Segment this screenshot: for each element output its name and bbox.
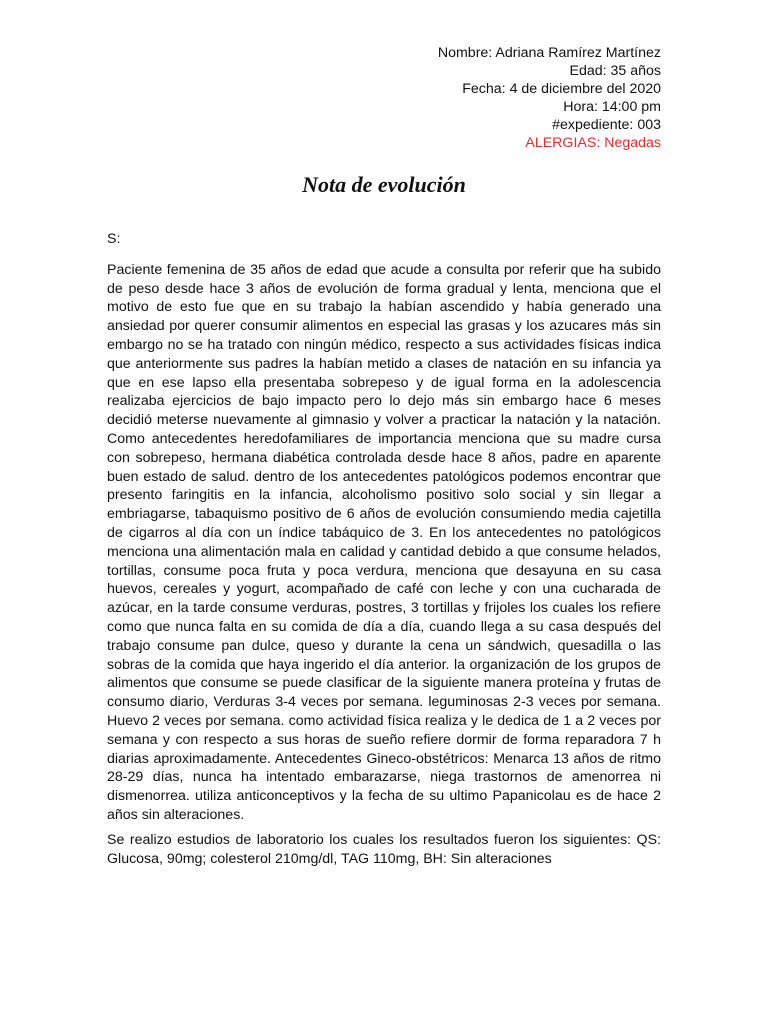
note-time: Hora: 14:00 pm xyxy=(563,99,661,115)
lab-results-paragraph: Se realizo estudios de laboratorio los cuales los resultados fueron los siguientes: QS: Glucosa, 90mg; colesterol 210mg/dl, TAG 110mg, BH: Sin alteraciones xyxy=(107,831,661,867)
allergies-line: ALERGIAS: Negadas xyxy=(525,135,661,151)
patient-name: Nombre: Adriana Ramírez Martínez xyxy=(437,45,661,61)
patient-age: Edad: 35 años xyxy=(569,63,661,79)
note-body xyxy=(107,230,661,868)
patient-header xyxy=(438,44,661,152)
document-title: Nota de evolución xyxy=(302,172,466,197)
subjective-label: S: xyxy=(107,231,121,247)
subjective-paragraph: Paciente femenina de 35 años de edad que acude a consulta por referir que ha subido de peso desde hace 3 años de evolución de forma gradual y lenta, menciona que el motivo de esto fue que en su trabajo la habían ascendido y había generado una ansiedad por querer consumir alimentos en especial las grasas y los azucares más sin embargo no se ha tratado con ningún médico, respecto a sus actividades físicas indica que anteriormente sus padres la habían metido a clases de natación en su infancia ya que en ese lapso ella presentaba sobrepeso y de igual forma en la adolescencia realizaba ejercicios de bajo impacto pero lo dejo más sin embargo hace 6 meses decidió meterse nuevamente al gimnasio y volver a practicar la natación y la natación. Como antecedentes heredofamiliares de importancia menciona que su madre cursa con sobrepeso, hermana diabética controlada desde hace 8 años, padre en aparente buen estado de salud. dentro de los antecedentes patológicos podemos encontrar que presento faringitis en la infancia, alcoholismo positivo solo social y sin llegar a embriagarse, tabaquismo positivo de 6 años de evolución consumiendo media cajetilla de cigarros al día con un índice tabáquico de 3. En los antecedentes no patológicos menciona una alimentación mala en calidad y cantidad debido a que consume helados, tortillas, consume poca fruta y poca verdura, menciona que desayuna en su casa huevos, cereales y yogurt, acompañado de café con leche y con una cucharada de azúcar, en la tarde consume verduras, postres, 3 tortillas y frijoles los cuales los refiere como que nunca falta en su comida de día a día, cuando llega a su casa después del trabajo consume pan dulce, queso y durante la cena un sándwich, quesadilla o las sobras de la comida que haya ingerido el día anterior. la organización de los grupos de alimentos que consume se puede clasificar de la siguiente manera proteína y frutas de consumo diario, Verduras 3-4 veces por semana. leguminosas 2-3 veces por semana. Huevo 2 veces por semana. como actividad física realiza y le dedica de 1 a 2 veces por semana y con respecto a sus horas de sueño refiere dormir de forma reparadora 7 h diarias aproximadamente. Antecedentes Gineco-obstétricos: Menarca 13 años de ritmo 28-29 días, nunca ha intentado embarazarse, niega trastornos de amenorrea ni dismenorrea. utiliza anticonceptivos y la fecha de su ultimo Papanicolau es de hace 2 años sin alteraciones. xyxy=(107,261,661,823)
note-date: Fecha: 4 de diciembre del 2020 xyxy=(462,81,661,97)
record-number: #expediente: 003 xyxy=(552,117,661,133)
